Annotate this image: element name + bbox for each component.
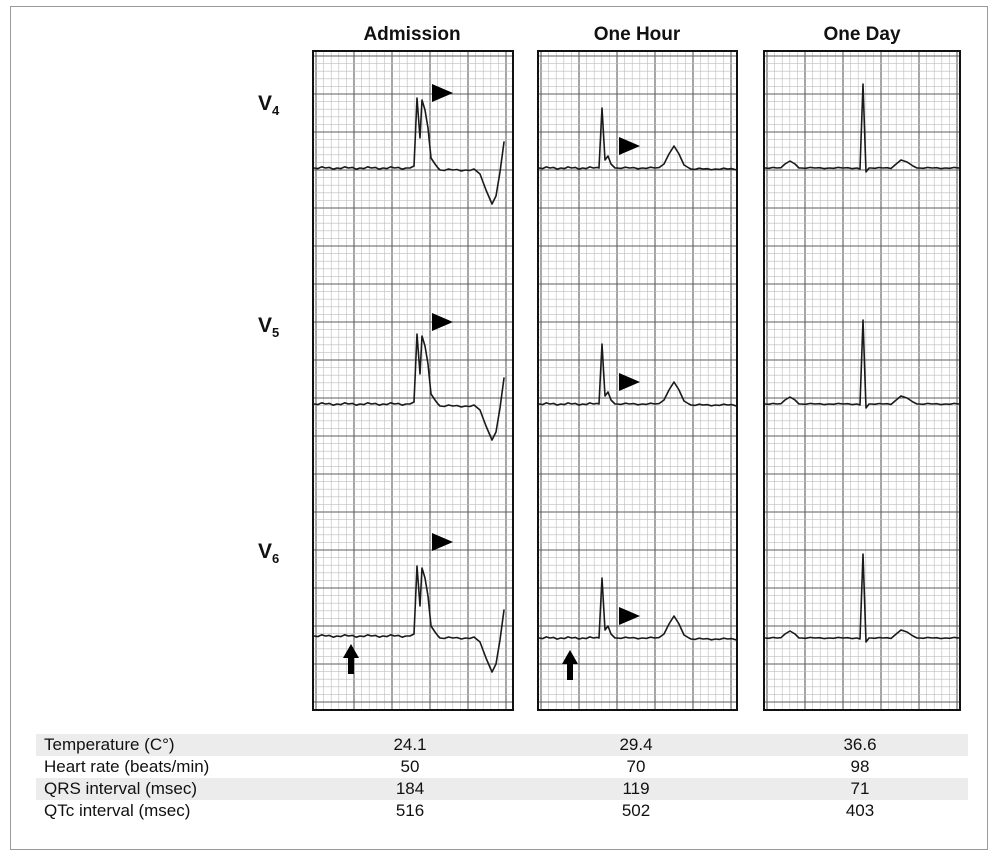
ecg-svg-one-day	[765, 52, 959, 709]
column-title-one-hour: One Hour	[593, 24, 681, 45]
cell-one-hour: 119	[622, 779, 650, 798]
ecg-grid	[314, 52, 512, 709]
cell-one-hour: 70	[626, 757, 646, 776]
lead-label-v6	[258, 540, 279, 566]
cell-admission: 50	[400, 757, 420, 776]
table-row-temperature	[36, 734, 968, 756]
ecg-svg-one-hour	[539, 52, 736, 709]
table-row-heart-rate	[36, 756, 968, 778]
cell-one-day: 71	[850, 779, 870, 798]
ecg-grid	[765, 52, 959, 709]
ecg-svg-admission	[314, 52, 512, 709]
ecg-grid	[539, 52, 736, 709]
table-row-qrs-interval	[36, 778, 968, 800]
up-arrow-icon	[562, 650, 578, 680]
ecg-trace-one-hour	[539, 344, 736, 406]
row-label: QTc interval (msec)	[44, 801, 191, 820]
lead-subscript: 6	[272, 551, 280, 566]
column-title-one-day: One Day	[823, 24, 901, 45]
arrowhead-icon	[619, 607, 640, 625]
ecg-trace-one-day	[765, 84, 959, 172]
cell-one-day: 98	[850, 757, 870, 776]
lead-subscript: 5	[272, 325, 280, 340]
ecg-trace-one-day	[765, 554, 959, 642]
cell-one-day: 403	[845, 801, 875, 820]
cell-one-hour: 502	[621, 801, 651, 820]
cell-admission: 184	[395, 779, 425, 798]
ecg-strip-one-day	[763, 50, 961, 711]
column-title-admission: Admission	[363, 24, 461, 45]
ecg-strip-one-hour	[537, 50, 738, 711]
cell-one-hour: 29.4	[619, 735, 653, 754]
lead-label-v5	[258, 314, 279, 340]
arrowhead-icon	[432, 533, 453, 551]
cell-admission: 24.1	[393, 735, 427, 754]
lead-letter: V	[258, 540, 273, 563]
table-row-qtc-interval	[36, 800, 968, 822]
lead-label-v4	[258, 92, 279, 118]
row-label: Temperature (C°)	[44, 735, 175, 754]
row-label: Heart rate (beats/min)	[44, 757, 210, 776]
lead-letter: V	[258, 314, 273, 337]
ecg-trace-one-hour	[539, 578, 736, 640]
ecg-trace-one-day	[765, 320, 959, 408]
lead-subscript: 4	[272, 103, 280, 118]
lead-letter: V	[258, 92, 273, 115]
arrowhead-icon	[619, 373, 640, 391]
ecg-trace-one-hour	[539, 108, 736, 170]
cell-admission: 516	[395, 801, 425, 820]
ecg-strip-admission	[312, 50, 514, 711]
cell-one-day: 36.6	[843, 735, 877, 754]
row-label: QRS interval (msec)	[44, 779, 198, 798]
measurements-table	[36, 734, 968, 822]
arrowhead-icon	[432, 313, 453, 331]
